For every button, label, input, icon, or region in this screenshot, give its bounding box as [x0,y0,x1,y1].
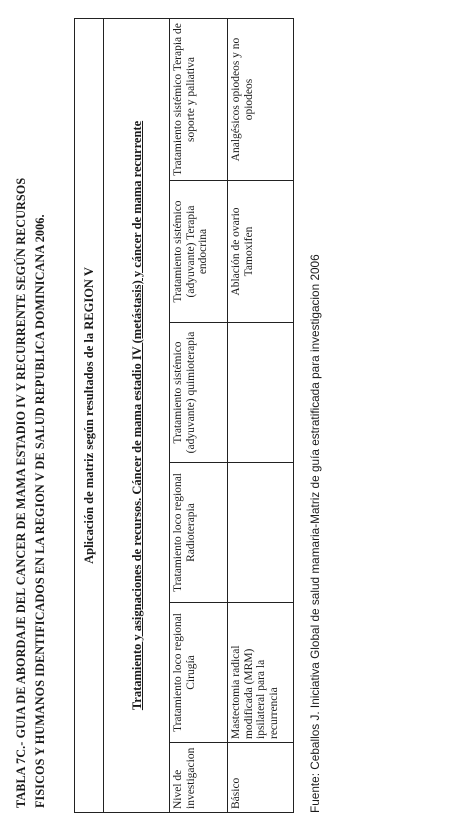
title-line-1: TABLA 7C.- GUIA DE ABORDAJE DEL CANCER DE MAMA ESTADIO IV Y RECURRENTE SEGÚN RECURSOS [14,177,28,808]
table-grid [170,19,293,812]
row-cell-chemotherapy [228,322,293,462]
header-cell-level: Nivel de investigacion [170,742,228,812]
title-line-2: FISICOS Y HUMANOS IDENTIFICADOS EN LA REGION V DE SALUD REPUBLICA DOMINICANA 2006. [33,214,47,808]
row-cell-endocrine: Ablación de ovario Tamoxifen [228,180,293,322]
header-cell-surgery: Tratamiento loco regional Cirugía [170,602,228,742]
row-cell-radiotherapy [228,462,293,602]
row-cell-palliative: Analgésicos opiodeos y no opiodeos [230,37,255,162]
header-cell-endocrine: Tratamiento sistémico (adyuvante) Terapia endocrina [170,180,228,322]
source-note: Fuente: Ceballos J. Iniciativa Global de salud mamaria-Matriz de guía estratificada para investigacion 2006 [308,254,322,813]
treatment-matrix-table [74,18,294,813]
header-cell-chemotherapy: Tratamiento sistémico (adyuvante) quimioterapia [170,322,228,462]
treatment-header-row: Tratamiento y asignaciones de recursos. Cáncer de mama estadio IV (metástasis) y cáncer de mama recurrente [104,19,170,812]
row-cell-level: Básico [228,742,293,812]
header-cell-palliative: Tratamiento sistémico Terapia de soporte y paliativa [170,19,228,180]
header-cell-radiotherapy: Tratamiento loco regional Radioterapia [170,462,228,602]
application-row: Aplicación de matriz según resultados de la REGION V [75,19,104,812]
row-cell-surgery: Mastectomia radical modificada (MRM) ipsilateral para la recurrencia [228,602,293,742]
table-title [12,18,50,808]
